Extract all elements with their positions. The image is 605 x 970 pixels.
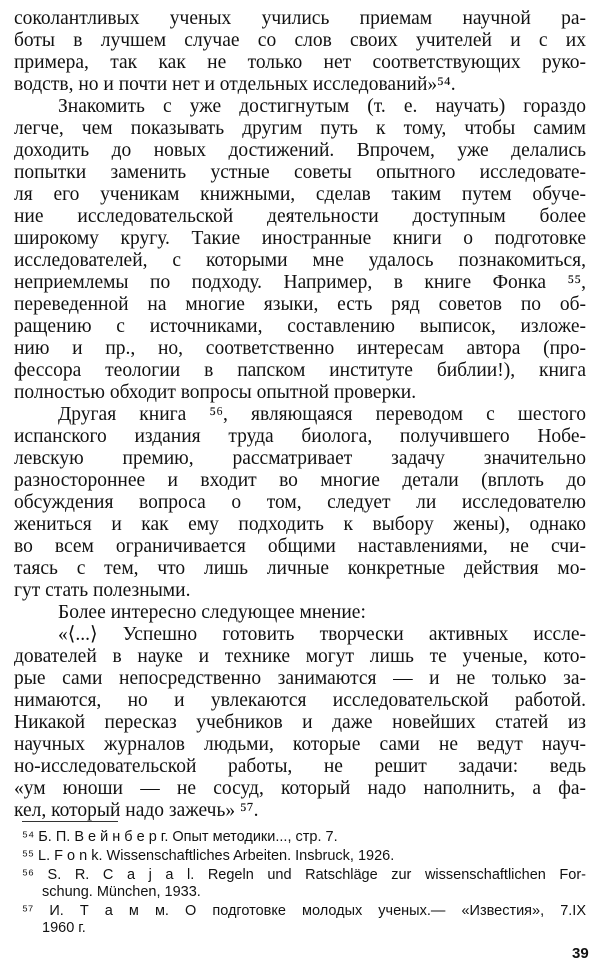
body-line: нию и пр., но, соответственно интересам автора (про- bbox=[14, 338, 586, 359]
body-line: ние исследовательской деятельности доступным более bbox=[14, 206, 586, 227]
body-line: водств, но и почти нет и отдельных исследований»⁵⁴. bbox=[14, 74, 456, 95]
footnote: schung. München, 1933. bbox=[42, 884, 201, 900]
body-line: Более интересно следующее мнение: bbox=[58, 602, 366, 623]
body-line: неприемлемы по подходу. Например, в книге Фонка ⁵⁵, bbox=[14, 272, 586, 293]
body-line: гут стать полезными. bbox=[14, 580, 191, 601]
body-line: фессора теологии в папском институте библии!), книга bbox=[14, 360, 586, 381]
footnote: ⁵⁵ L. F o n k. Wissenschaftliches Arbeiten. Insbruck, 1926. bbox=[22, 848, 395, 864]
body-line: левскую премию, рассматривает задачу значительно bbox=[14, 448, 586, 469]
body-line: ля его ученикам книжными, сделав таким путем обуче- bbox=[14, 184, 586, 205]
body-line: Знакомить с уже достигнутым (т. е. научать) гораздо bbox=[58, 96, 586, 117]
body-line: научных журналов людьми, которые сами не ведут науч- bbox=[14, 734, 586, 755]
body-line: ращению с источниками, составлению выписок, изложе- bbox=[14, 316, 586, 337]
footnote-separator bbox=[22, 821, 118, 822]
page-number: 39 bbox=[572, 945, 589, 962]
body-line: испанского издания труда биолога, получившего Нобе- bbox=[14, 426, 586, 447]
body-line: попытки заменить устные советы опытного исследовате- bbox=[14, 162, 586, 183]
body-line: переведенной на многие языки, есть ряд советов по об- bbox=[14, 294, 586, 315]
body-line: дователей в науке и технике могут лишь те ученые, кото- bbox=[14, 646, 586, 667]
body-line: жениться и как ему подходить к выбору жены), однако bbox=[14, 514, 586, 535]
body-line: «ум юноши — не сосуд, который надо наполнить, а фа- bbox=[14, 778, 586, 799]
body-line: Другая книга ⁵⁶, являющаяся переводом с шестого bbox=[58, 404, 586, 425]
body-line: но-исследовательской работы, не решит задачи: ведь bbox=[14, 756, 586, 777]
body-line: Никакой пересказ учебников и даже новейших статей из bbox=[14, 712, 586, 733]
body-line: обсуждения вопроса о том, следует ли исследователю bbox=[14, 492, 586, 513]
body-line: широкому кругу. Такие иностранные книги о подготовке bbox=[14, 228, 586, 249]
body-line: таясь с тем, что лишь личные конкретные действия мо- bbox=[14, 558, 586, 579]
footnote: ⁵⁴ Б. П. В е й н б е р г. Опыт методики..., стр. 7. bbox=[22, 829, 338, 845]
footnote: 1960 г. bbox=[42, 920, 86, 936]
body-line: нимаются, но и увлекаются исследовательской работой. bbox=[14, 690, 586, 711]
footnote: ⁵⁶ S. R. C a j a l. Regeln und Ratschläge zur wissenschaftlichen For- bbox=[22, 867, 586, 883]
body-line: разностороннее и входит во многие детали (вплоть до bbox=[14, 470, 586, 491]
body-line: полностью обходит вопросы опытной проверки. bbox=[14, 382, 417, 403]
body-line: исследователей, с которыми мне удалось познакомиться, bbox=[14, 250, 586, 271]
body-line: соколантливых ученых учились приемам научной ра- bbox=[14, 8, 586, 29]
body-line: во всем ограничивается общими наставлениями, не счи- bbox=[14, 536, 586, 557]
body-line: кел, который надо зажечь» ⁵⁷. bbox=[14, 800, 259, 821]
body-line: примера, так как не только нет соответствующих руко- bbox=[14, 52, 586, 73]
body-line: «⟨...⟩ Успешно готовить творчески активных иссле- bbox=[58, 624, 586, 645]
body-line: легче, чем показывать другим путь к тому, чтобы самим bbox=[14, 118, 586, 139]
body-line: доходить до новых достижений. Впрочем, уже делались bbox=[14, 140, 586, 161]
footnote: ⁵⁷ И. Т а м м. О подготовке молодых ученых.— «Известия», 7.IX bbox=[22, 903, 586, 919]
body-line: боты в лучшем случае со слов своих учителей и с их bbox=[14, 30, 586, 51]
body-line: рые сами непосредственно занимаются — и не только за- bbox=[14, 668, 586, 689]
